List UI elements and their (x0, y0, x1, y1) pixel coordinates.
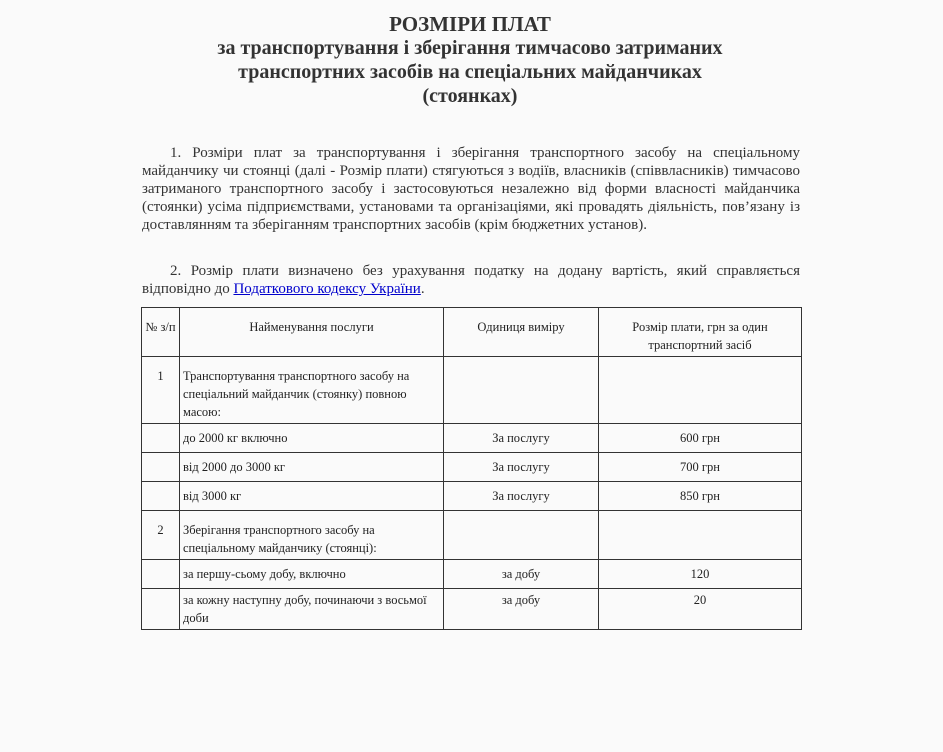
cell-number (142, 453, 180, 482)
paragraph-1: 1. Розміри плат за транспортування і зберігання транспортного засобу на спеціальному майданчику чи стоянці (далі - Розмір плати) стягуються з водіїв, власників (співвласників) тимчасово затриманого транспортного засобу і застосовуються незалежно від форми власності майданчика (стоянки) усіма підприємствами, установами та організаціями, які провадять діяльність, пов’язану із доставлянням та зберіганням транспортних засобів (крім бюджетних установ). (142, 145, 800, 233)
cell-number: 2 (142, 511, 180, 560)
paragraph-2 (142, 262, 800, 298)
cell-unit (444, 357, 599, 424)
cell-unit: За послугу (444, 453, 599, 482)
cell-service: до 2000 кг включно (180, 424, 444, 453)
table-row (142, 589, 802, 630)
cell-fee: 20 (599, 589, 802, 630)
cell-number (142, 482, 180, 511)
cell-fee: 850 грн (599, 482, 802, 511)
cell-fee (599, 357, 802, 424)
cell-number (142, 560, 180, 589)
cell-fee: 700 грн (599, 453, 802, 482)
table-row (142, 424, 802, 453)
cell-unit: за добу (444, 560, 599, 589)
document-title (140, 12, 800, 108)
fees-table (141, 307, 802, 630)
cell-unit (444, 511, 599, 560)
title-line-2: за транспортування і зберігання тимчасово затриманих (217, 37, 723, 59)
cell-service: від 3000 кг (180, 482, 444, 511)
table-row (142, 453, 802, 482)
cell-service: за першу-сьому добу, включно (180, 560, 444, 589)
cell-unit: За послугу (444, 424, 599, 453)
header-service: Найменування послуги (180, 308, 444, 357)
paragraph-2-text: 2. Розмір плати визначено без урахування податку на додану вартість, який справляється відповідно до (142, 263, 800, 297)
paragraph-2-end: . (420, 281, 425, 297)
cell-unit: за добу (444, 589, 599, 630)
cell-fee (599, 511, 802, 560)
cell-service: Транспортування транспортного засобу на спеціальний майданчик (стоянку) повною масою: (180, 357, 444, 424)
cell-number (142, 589, 180, 630)
cell-number (142, 424, 180, 453)
header-number: № з/п (142, 308, 180, 357)
cell-fee: 120 (599, 560, 802, 589)
header-unit: Одиниця виміру (444, 308, 599, 357)
cell-service: Зберігання транспортного засобу на спеціальному майданчику (стоянці): (180, 511, 444, 560)
table-row (142, 511, 802, 560)
cell-service: за кожну наступну добу, починаючи з восьмої доби (180, 589, 444, 630)
table-row (142, 482, 802, 511)
title-line-3: транспортних засобів на спеціальних майданчиках (238, 61, 702, 83)
cell-unit: За послугу (444, 482, 599, 511)
table-row (142, 357, 802, 424)
tax-code-link[interactable]: Податкового кодексу України (233, 281, 421, 297)
cell-service: від 2000 до 3000 кг (180, 453, 444, 482)
title-line-1: РОЗМІРИ ПЛАТ (389, 12, 551, 36)
cell-fee: 600 грн (599, 424, 802, 453)
table-header-row (142, 308, 802, 357)
table-row (142, 560, 802, 589)
cell-number: 1 (142, 357, 180, 424)
title-line-4: (стоянках) (422, 85, 518, 107)
header-fee: Розмір плати, грн за один транспортний засіб (599, 308, 802, 357)
